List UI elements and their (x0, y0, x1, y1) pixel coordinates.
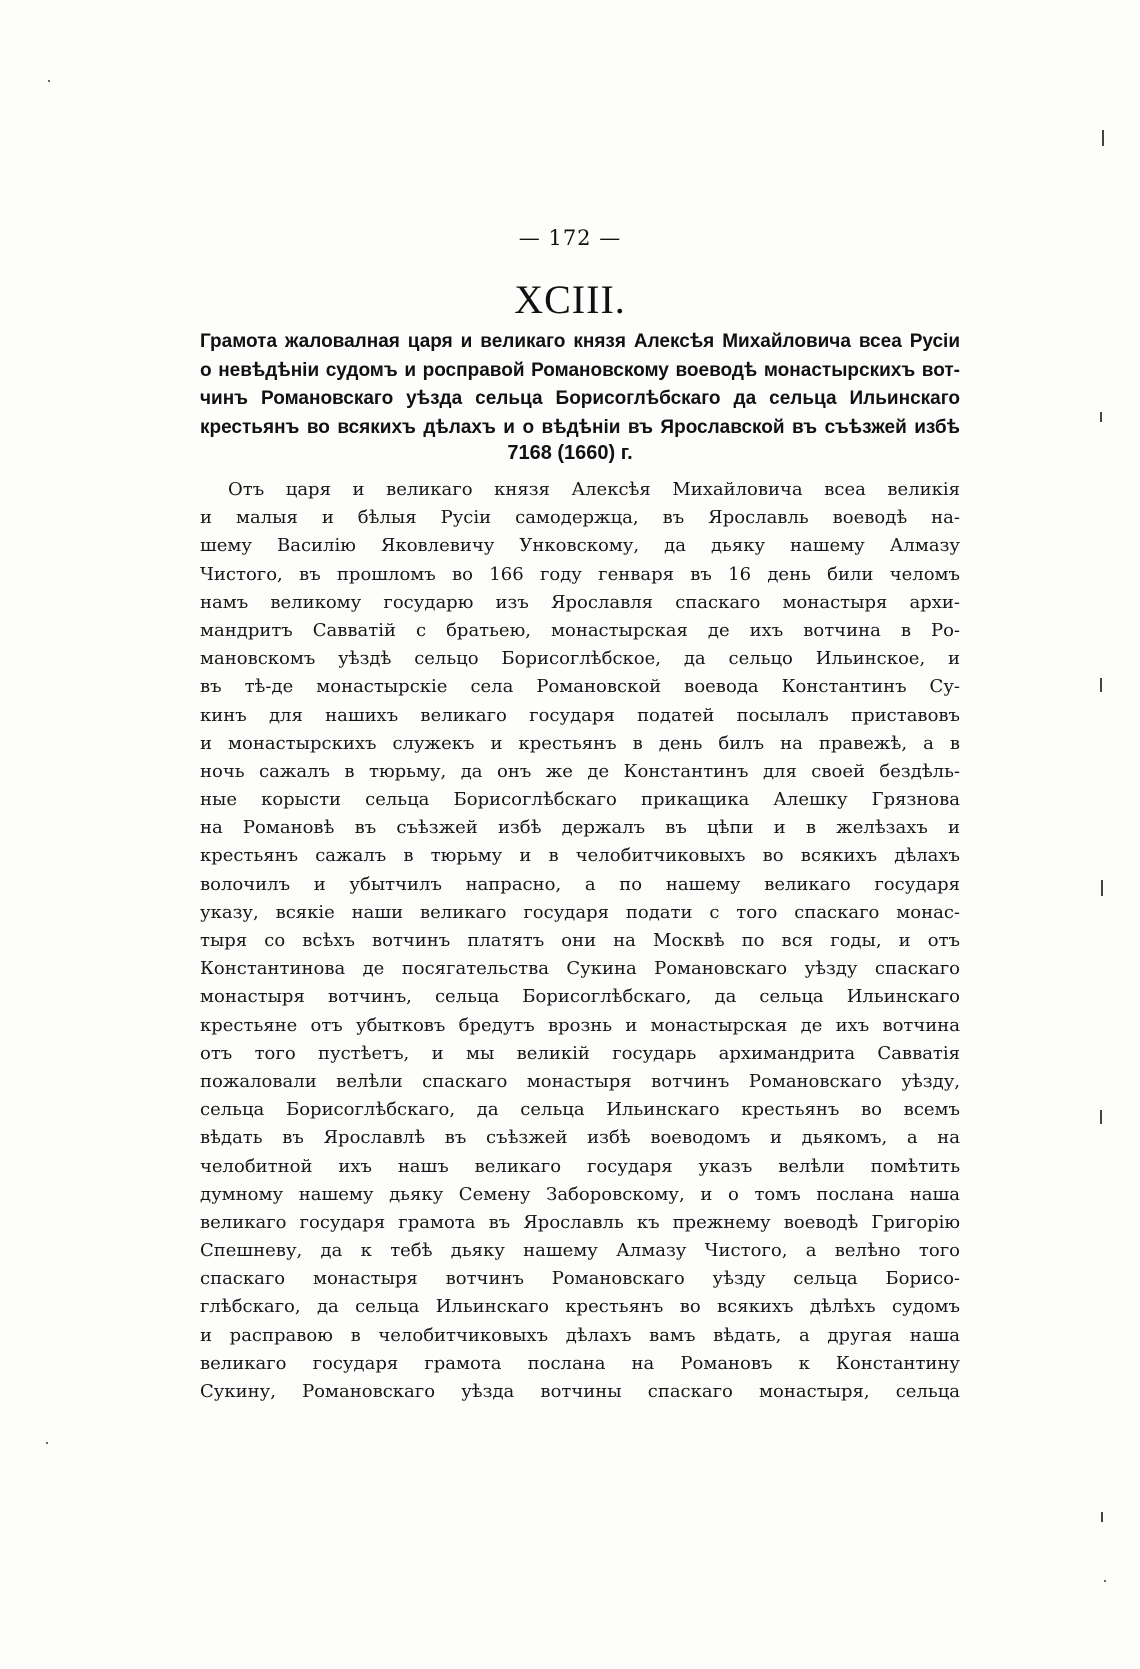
body-line: монастыря вотчинъ, сельца Борисоглѣбскаго, да сельца Ильинскаго (200, 986, 960, 1008)
body-line: сельца Борисоглѣбскаго, да сельца Ильинскаго крестьянъ во всемъ (200, 1099, 960, 1121)
body-line: на Романовѣ въ съѣзжей избѣ держалъ въ цѣпи и в желѣзахъ и (200, 817, 960, 839)
body-line: волочилъ и убытчилъ напрасно, а по нашему великаго государя (200, 873, 960, 895)
body-line: Чистого, въ прошломъ во 166 году генваря въ 16 день били челомъ (200, 563, 960, 585)
scan-mark (1101, 880, 1103, 896)
heading-line: чинъ Романовскаго уѣзда сельца Борисоглѣбскаго да сельца Ильинскаго (200, 388, 960, 409)
body-line: и монастырскихъ служекъ и крестьянъ в день билъ на правежѣ, а в (200, 732, 960, 754)
body-line: ные корысти сельца Борисоглѣбскаго прикащика Алешку Грязнова (200, 789, 960, 811)
body-line: Сукину, Романовскаго уѣзда вотчины спаскаго монастыря, сельца (200, 1381, 960, 1402)
heading-line: о невѣдѣніи судомъ и росправой Романовскому воеводѣ монастырскихъ вот- (200, 359, 960, 381)
heading-line: Грамота жаловалная царя и великаго князя Алексѣя Михайловича всеа Русіи (200, 331, 960, 352)
body-line: кинъ для нашихъ великаго государя податей посылалъ приставовъ (200, 704, 960, 726)
document-heading (200, 328, 960, 442)
body-line: глѣбскаго, да сельца Ильинскаго крестьянъ во всякихъ дѣлѣхъ судомъ (200, 1296, 960, 1318)
heading-date: 7168 (1660) г. (507, 442, 633, 464)
body-line: великаго государя грамота послана на Романовъ к Константину (200, 1352, 960, 1374)
body-line: намъ великому государю изъ Ярославля спаскаго монастыря архи- (200, 591, 960, 613)
scan-mark (1100, 678, 1102, 692)
document-number: XCIII. (514, 277, 626, 322)
scan-mark (1100, 1110, 1102, 1124)
scan-mark (1102, 130, 1104, 146)
page-number: — 172 — (518, 226, 622, 250)
body-line: Спешневу, да к тебѣ дьяку нашему Алмазу Чистого, а велѣно того (200, 1240, 960, 1262)
heading-line: крестьянъ во всякихъ дѣлахъ и о вѣдѣніи въ Ярославской въ съѣзжей избѣ (200, 416, 960, 438)
body-line: и малыя и бѣлыя Русіи самодержца, въ Ярославль воеводѣ на- (200, 507, 960, 529)
body-line: Константинова де посягательства Сукина Романовскаго уѣзду спаскаго (200, 958, 960, 980)
body-line: Отъ царя и великаго князя Алексѣя Михайловича всеа великія (228, 479, 960, 500)
body-line: думному нашему дьяку Семену Заборовскому, и о томъ послана наша (200, 1183, 960, 1205)
body-line: спаскаго монастыря вотчинъ Романовскаго уѣзду сельца Борисо- (200, 1268, 960, 1290)
body-line: мановскомъ уѣздѣ сельцо Борисоглѣбское, да сельцо Ильинское, и (200, 648, 960, 670)
body-line: тыря со всѣхъ вотчинъ платятъ они на Москвѣ по вся годы, и отъ (200, 930, 960, 951)
body-line: вѣдать въ Ярославлѣ въ съѣзжей избѣ воеводомъ и дьякомъ, а на (200, 1127, 960, 1149)
scan-dot (48, 80, 50, 82)
body-line: ночь сажалъ в тюрьму, да онъ же де Константинъ для своей бездѣль- (200, 760, 960, 782)
body-line: и расправою в челобитчиковыхъ дѣлахъ вамъ вѣдать, а другая наша (200, 1324, 960, 1346)
body-line: крестьяне отъ убытковъ бредутъ врознь и монастырская де ихъ вотчина (200, 1014, 960, 1036)
body-line: крестьянъ сажалъ в тюрьму и в челобитчиковыхъ во всякихъ дѣлахъ (200, 845, 960, 867)
body-line: великаго государя грамота въ Ярославль къ прежнему воеводѣ Григорію (200, 1211, 960, 1233)
body-text (200, 476, 960, 1406)
scan-mark (1101, 1512, 1103, 1522)
body-line: пожаловали велѣли спаскаго монастыря вотчинъ Романовскаго уѣзду, (200, 1070, 960, 1092)
body-line: указу, всякіе наши великаго государя подати с того спаскаго монас- (200, 901, 960, 923)
body-line: мандритъ Савватій с братьею, монастырская де ихъ вотчина в Ро- (200, 619, 960, 641)
body-line: отъ того пустѣетъ, и мы великій государь архимандрита Савватія (200, 1042, 960, 1064)
body-line: челобитной ихъ нашъ великаго государя указъ велѣли помѣтить (200, 1155, 960, 1177)
body-line: въ тѣ-де монастырскіе села Романовской воевода Константинъ Су- (200, 676, 960, 698)
scan-mark (1100, 412, 1102, 422)
scan-dot (1104, 1580, 1106, 1582)
scan-dot (46, 1442, 48, 1444)
body-line: шему Василію Яковлевичу Унковскому, да дьяку нашему Алмазу (200, 535, 960, 557)
